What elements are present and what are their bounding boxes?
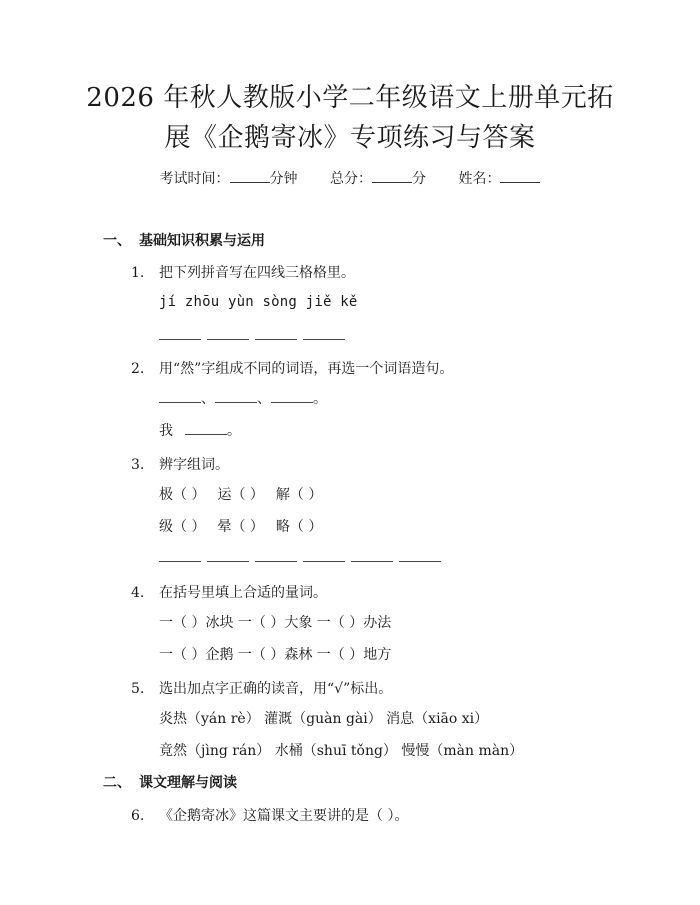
answer-blank[interactable] [351,551,393,562]
answer-blank[interactable] [185,422,227,435]
question-4 [131,582,327,602]
time-label: 考试时间： [159,171,230,187]
question-number: 4. [131,585,145,601]
measure-row-2: 一（ ）企鹅 一（ ）森林 一（ ）地方 [159,647,392,663]
score-blank[interactable] [372,168,412,183]
char-item: 运（ ） [217,487,264,503]
measure-row-1: 一（ ）冰块 一（ ）大象 一（ ）办法 [159,615,392,631]
section-label: 课文理解与阅读 [139,775,237,791]
answer-blank[interactable] [159,551,201,562]
answer-blank[interactable] [159,390,201,403]
pronunciation-row-2: 竟然（jìng rán） 水桶（shuī tǒng） 慢慢（màn màn） [159,743,524,759]
char-item: 解（ ） [275,487,323,503]
time-field [160,171,302,187]
section-number: 二、 [103,775,131,791]
sentence-row [159,420,241,440]
char-row-2 [159,516,322,536]
question-2 [131,358,453,378]
char-item: 级（ ） [159,519,206,535]
time-blank[interactable] [230,168,270,183]
answer-blank[interactable] [207,329,249,340]
score-label: 总分： [330,171,372,187]
pronunciation-row-1: 炎热（yán rè） 灌溉（guàn gài） 消息（xiāo xi） [159,711,489,727]
sentence-prefix: 我 [159,423,173,439]
question-text: 把下列拼音写在四线三格格里。 [159,265,355,281]
answer-blank[interactable] [399,551,441,562]
question-6 [131,805,408,825]
question-5 [131,678,392,698]
page-title-line2: 展《企鹅寄冰》专项练习与答案 [164,123,536,153]
name-blank[interactable] [500,168,540,183]
end-mark: 。 [227,423,241,439]
score-field [330,171,430,187]
answer-blank[interactable] [159,329,201,340]
section-heading-2 [103,772,237,792]
char-item: 晕（ ） [217,519,264,535]
question-3 [131,454,229,474]
question-text: 在括号里填上合适的量词。 [159,585,327,601]
char-item: 略（ ） [275,519,323,535]
section-heading-1 [103,230,265,250]
question-number: 3. [131,457,145,473]
pinyin-row: jí zhōu yùn sòng jiě kě [159,294,358,310]
word-blanks-row [159,388,327,408]
question-number: 2. [131,361,145,377]
answer-blanks [159,550,447,566]
question-text: 辨字组词。 [159,457,229,473]
answer-blank[interactable] [303,329,345,340]
char-item: 极（ ） [159,487,206,503]
time-unit: 分钟 [269,171,298,187]
section-label: 基础知识积累与运用 [139,233,265,249]
answer-blank[interactable] [303,551,345,562]
answer-blank[interactable] [207,551,249,562]
separator: 、 [257,391,271,407]
end-mark: 。 [313,391,327,407]
question-number: 5. [131,681,145,697]
question-number: 6. [131,808,145,824]
char-row-1 [159,484,322,504]
question-text: 选出加点字正确的读音，用“√”标出。 [159,681,393,697]
question-1 [131,262,355,282]
answer-blanks [159,328,351,344]
name-field [458,171,540,187]
answer-blank[interactable] [271,390,313,403]
answer-blank[interactable] [255,329,297,340]
answer-blank[interactable] [215,390,257,403]
question-text: 《企鹅寄冰》这篇课文主要讲的是（ ）。 [159,808,409,824]
name-label: 姓名： [458,171,501,187]
score-unit: 分 [412,171,426,187]
separator: 、 [201,391,215,407]
answer-blank[interactable] [255,551,297,562]
section-number: 一、 [103,233,131,249]
question-text: 用“然”字组成不同的词语，再选一个词语造句。 [159,361,454,377]
question-number: 1. [131,265,145,281]
page-title-line1: 2026 年秋人教版小学二年级语文上册单元拓 [86,83,614,113]
exam-info [0,168,700,188]
